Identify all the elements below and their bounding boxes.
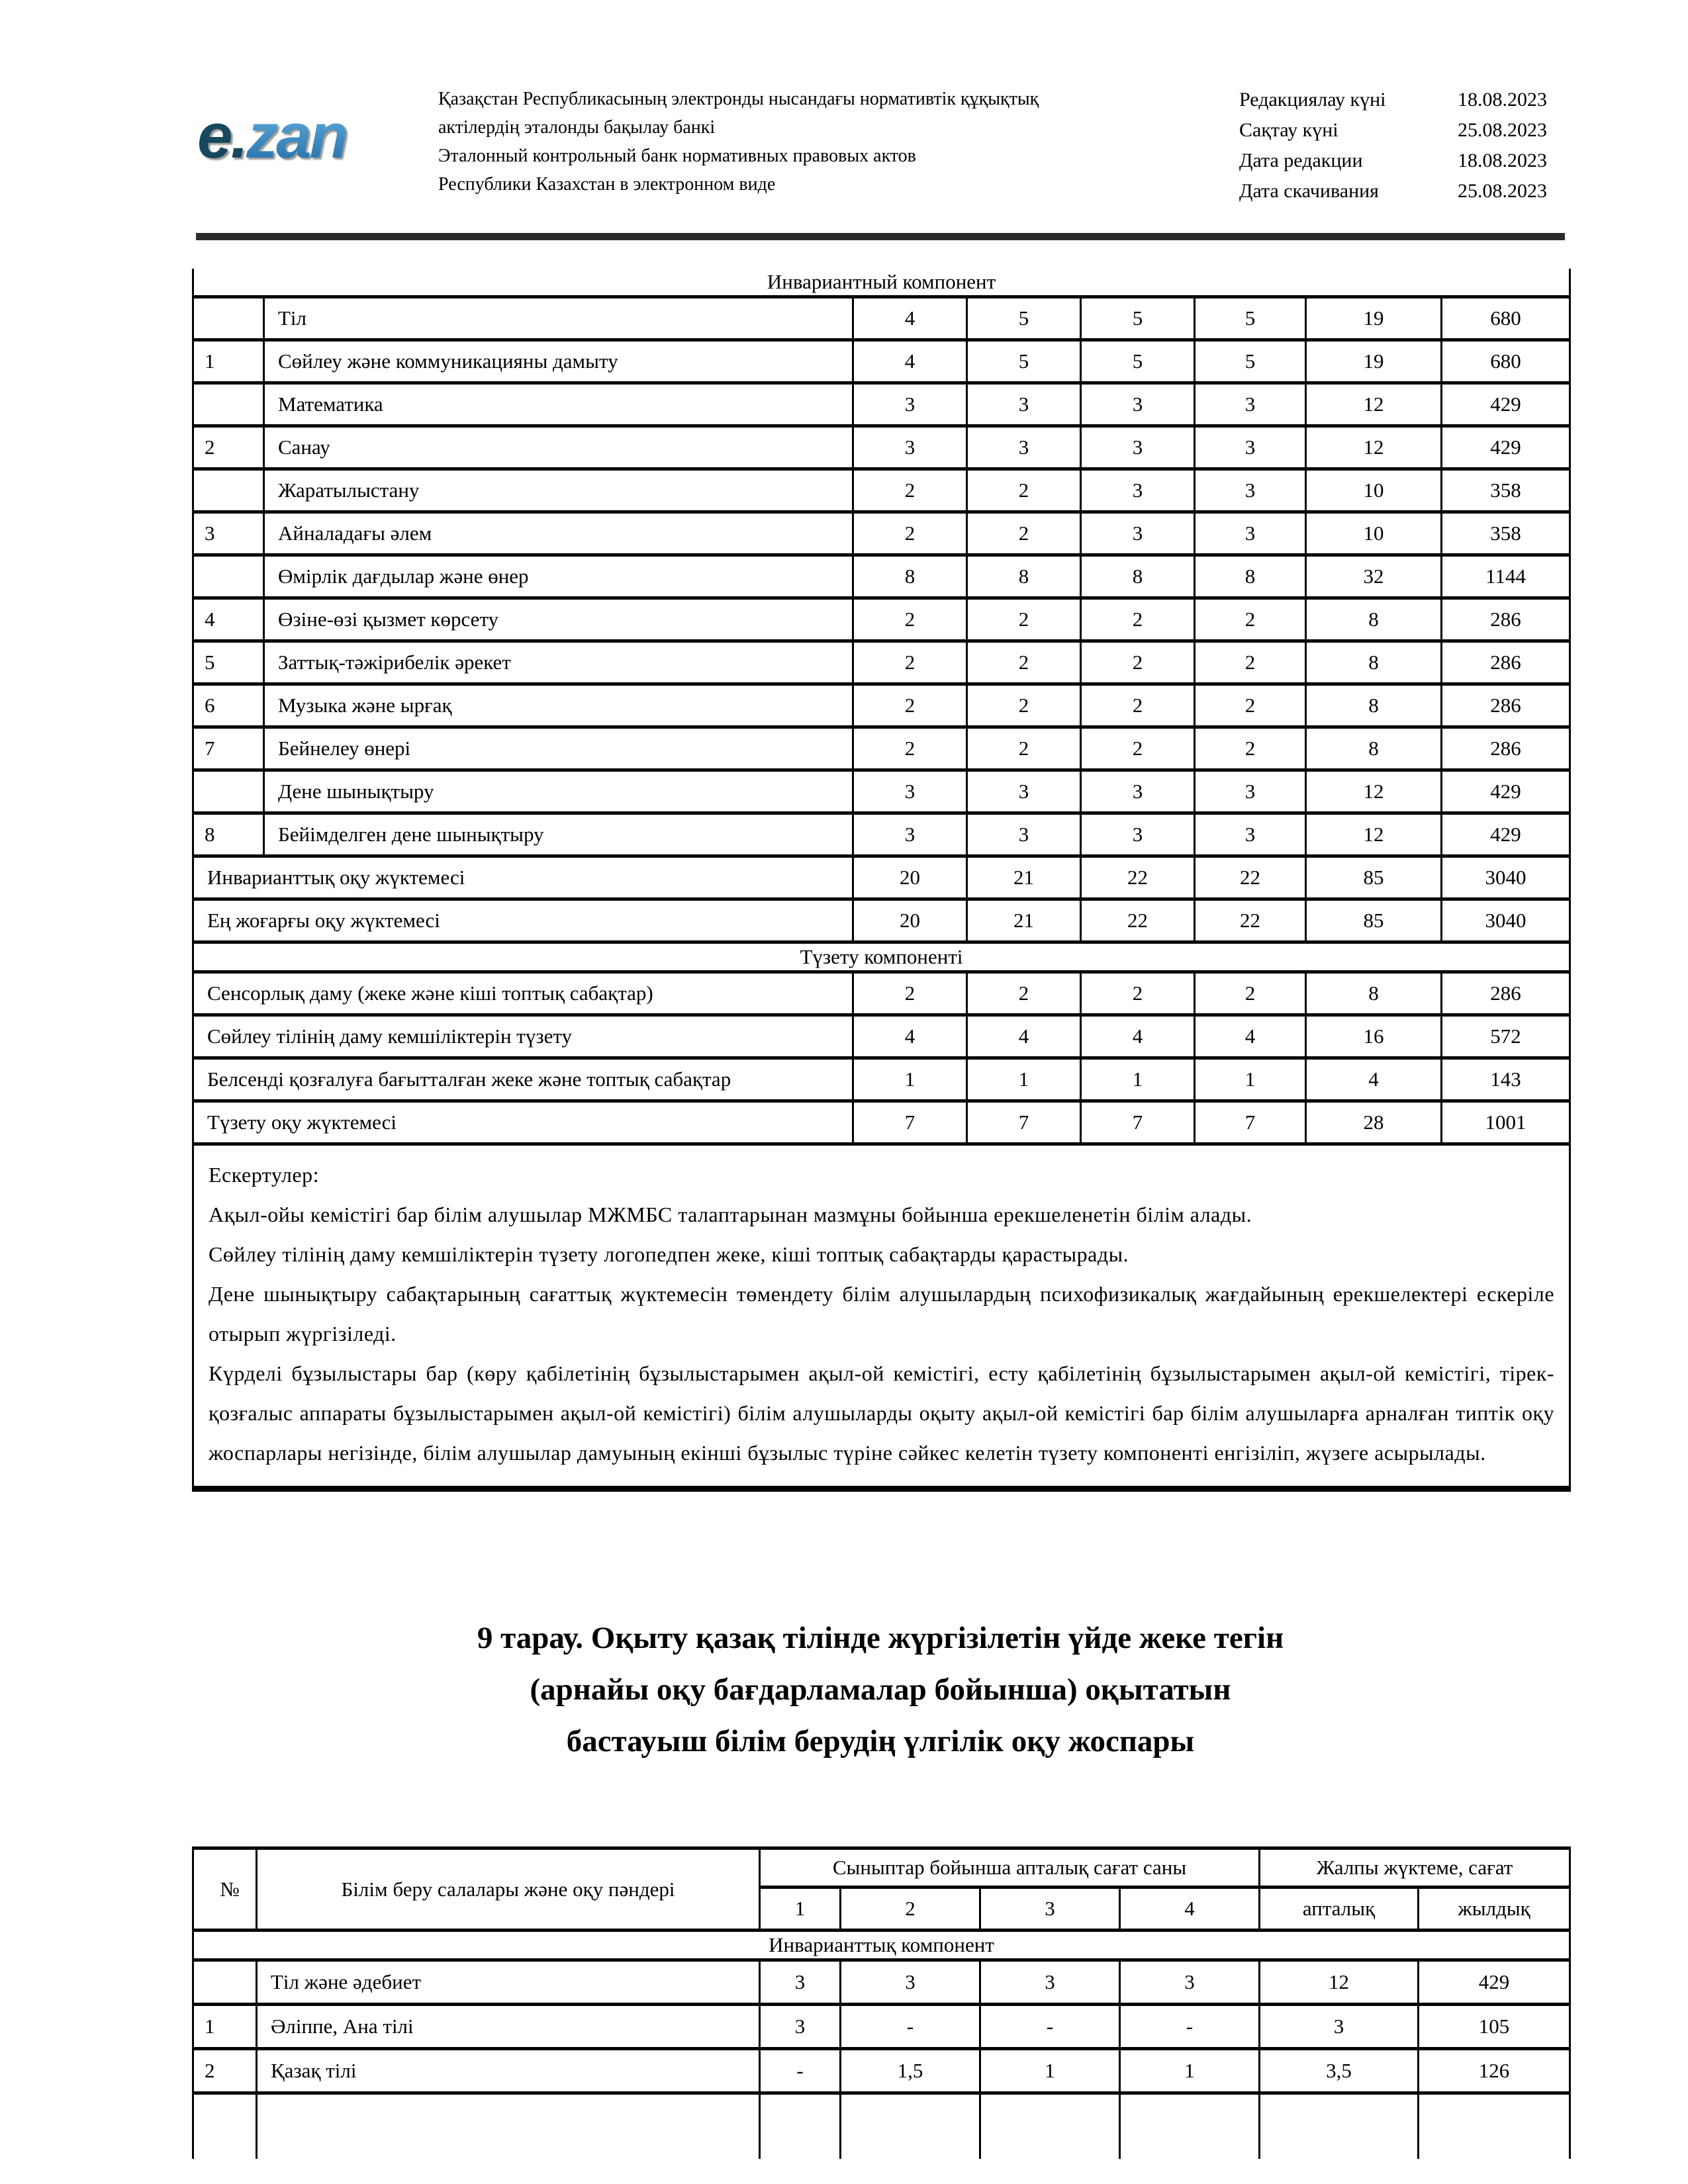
value-cell: 3 [853,770,967,813]
section-header-row [193,1931,1570,1960]
logo-zan-part: zan [246,101,347,171]
value-cell: 3 [1195,469,1306,512]
row-number-cell: 1 [193,2005,257,2049]
table-row [193,684,1570,727]
subject-cell: Тіл [264,297,853,340]
table-row [193,555,1570,598]
value-cell: 3 [1081,770,1195,813]
value-cell: 3 [980,1960,1120,2005]
heading-line: бастауыш білім берудің үлгілік оқу жоспары [566,1724,1195,1758]
empty-cell [1120,2093,1260,2160]
yearly-total-cell: 429 [1442,813,1570,856]
org-description [438,85,1219,199]
value-cell: 1 [1081,1058,1195,1101]
yearly-total-cell: 358 [1442,512,1570,555]
value-cell: 3 [1081,383,1195,426]
summary-label-cell: Инварианттық оқу жүктемесі [193,856,853,899]
value-cell: 2 [853,512,967,555]
row-number-cell: 8 [193,813,264,856]
value-cell: 8 [853,555,967,598]
date-label: Сақтау күні [1239,119,1338,141]
col-header-classes-span: Сыныптар бойынша апталық сағат саны [760,1848,1260,1888]
value-cell: 3 [1195,383,1306,426]
yearly-total-cell: 1001 [1442,1101,1570,1144]
value-cell: 8 [1081,555,1195,598]
subject-cell: Сөйлеу және коммуникацияны дамыту [264,340,853,383]
subject-cell: Бейнелеу өнері [264,727,853,770]
value-cell: 21 [967,856,1081,899]
date-row [1239,115,1570,146]
weekly-total-cell: 28 [1306,1101,1442,1144]
weekly-total-cell: 85 [1306,856,1442,899]
summary-row [193,1101,1570,1144]
subject-cell: Заттық-тәжірибелік әрекет [264,641,853,684]
summary-row [193,856,1570,899]
value-cell: 2 [1195,972,1306,1015]
logo-e-part: e. [197,101,247,171]
empty-cell [1260,2093,1419,2160]
value-cell: 5 [1081,340,1195,383]
yearly-total-cell: 680 [1442,297,1570,340]
subject-cell: Санау [264,426,853,469]
value-cell: 3 [1195,813,1306,856]
table-row [193,426,1570,469]
value-cell: 2 [1081,641,1195,684]
value-cell: 3 [1120,1960,1260,2005]
yearly-total-cell: 572 [1442,1015,1570,1058]
date-label: Редакциялау күні [1239,89,1386,111]
date-label: Дата редакции [1239,150,1363,171]
table-row [193,2005,1570,2049]
yearly-total-cell: 126 [1419,2049,1570,2093]
col-header-number: № [193,1848,257,1931]
value-cell: 1 [853,1058,967,1101]
org-line: Эталонный контрольный банк нормативных правовых актов [438,146,916,166]
summary-row [193,899,1570,942]
value-cell: 22 [1081,899,1195,942]
table-row [193,469,1570,512]
notes-cell [193,1144,1570,1489]
value-cell: - [980,2005,1120,2049]
note-paragraph: Дене шынықтыру сабақтарының сағаттық жүктемесін төмендету білім алушылардың психофизикалық жағдайының ерекшелектері ескеріле отырып жүргізіледі. [209,1282,1555,1345]
curriculum-table-chapter9 [192,1846,1571,2159]
value-cell: 8 [1195,555,1306,598]
chapter-heading [192,1612,1569,1767]
yearly-total-cell: 286 [1442,972,1570,1015]
table2-header-row-1 [193,1848,1570,1888]
value-cell: 3 [967,770,1081,813]
weekly-total-cell: 8 [1306,972,1442,1015]
value-cell: 20 [853,899,967,942]
weekly-total-cell: 16 [1306,1015,1442,1058]
empty-cell [257,2093,760,2160]
value-cell: 1 [1195,1058,1306,1101]
value-cell: 3 [1195,512,1306,555]
date-value: 25.08.2023 [1458,119,1547,141]
row-number-cell: 2 [193,426,264,469]
col-header-class-1: 1 [760,1888,841,1931]
yearly-total-cell: 286 [1442,641,1570,684]
row-number-cell [193,297,264,340]
value-cell: 5 [1195,297,1306,340]
section-header-invariant-2: Инварианттық компонент [193,1931,1570,1960]
value-cell: 3 [760,2005,841,2049]
summary-row [193,972,1570,1015]
col-header-class-2: 2 [841,1888,980,1931]
value-cell: 3 [1195,770,1306,813]
notes-title: Ескертулер: [209,1163,319,1187]
value-cell: 7 [853,1101,967,1144]
table-row [193,1960,1570,2005]
weekly-total-cell: 19 [1306,297,1442,340]
weekly-total-cell: 85 [1306,899,1442,942]
value-cell: 2 [853,684,967,727]
value-cell: 5 [967,340,1081,383]
row-number-cell: 5 [193,641,264,684]
yearly-total-cell: 1144 [1442,555,1570,598]
value-cell: 2 [967,512,1081,555]
date-row [1239,85,1570,115]
value-cell: 4 [967,1015,1081,1058]
yearly-total-cell: 429 [1442,770,1570,813]
value-cell: 4 [1195,1015,1306,1058]
yearly-total-cell: 358 [1442,469,1570,512]
summary-label-cell: Түзету оқу жүктемесі [193,1101,853,1144]
value-cell: 5 [1195,340,1306,383]
value-cell: 3 [1081,469,1195,512]
value-cell: 2 [967,727,1081,770]
subject-cell: Өзіне-өзі қызмет көрсету [264,598,853,641]
weekly-total-cell: 10 [1306,469,1442,512]
notes-row [193,1144,1570,1489]
value-cell: 3 [1195,426,1306,469]
col-header-class-3: 3 [980,1888,1120,1931]
value-cell: 2 [967,598,1081,641]
value-cell: 2 [1081,972,1195,1015]
yearly-total-cell: 3040 [1442,899,1570,942]
subject-cell: Тіл және әдебиет [257,1960,760,2005]
empty-cell [1419,2093,1570,2160]
heading-line: 9 тарау. Оқыту қазақ тілінде жүргізілетін үйде жеке тегін [477,1621,1284,1655]
section-header-correction: Түзету компоненті [193,942,1570,972]
row-number-cell [193,469,264,512]
subject-cell: Әліппе, Ана тілі [257,2005,760,2049]
value-cell: 3 [853,813,967,856]
date-value: 18.08.2023 [1458,150,1547,171]
yearly-total-cell: 3040 [1442,856,1570,899]
subject-cell: Дене шынықтыру [264,770,853,813]
note-paragraph: Ақыл-ойы кемістігі бар білім алушылар МЖМБС талаптарынан мазмұны бойынша ерекшеленетін білім алады. [209,1203,1252,1226]
yearly-total-cell: 429 [1442,426,1570,469]
org-line: актілердің эталонды бақылау банкі [438,117,716,138]
col-header-yearly: жылдық [1419,1888,1570,1931]
section-header-row [193,269,1570,297]
date-value: 18.08.2023 [1458,89,1547,111]
summary-label-cell: Сенсорлық даму (жеке және кіші топтық сабақтар) [193,972,853,1015]
date-row [1239,146,1570,176]
summary-label-cell: Белсенді қозғалуға бағытталған жеке және топтық сабақтар [193,1058,853,1101]
table-row [193,2049,1570,2093]
ezan-logo [197,101,347,171]
subject-cell: Музыка және ырғақ [264,684,853,727]
weekly-total-cell: 12 [1306,383,1442,426]
value-cell: 2 [967,684,1081,727]
value-cell: 3 [967,383,1081,426]
value-cell: 3 [853,383,967,426]
table-row [193,770,1570,813]
subject-cell: Математика [264,383,853,426]
row-number-cell: 4 [193,598,264,641]
weekly-total-cell: 12 [1306,813,1442,856]
value-cell: 2 [1195,598,1306,641]
value-cell: - [1120,2005,1260,2049]
value-cell: 3 [760,1960,841,2005]
weekly-total-cell: 4 [1306,1058,1442,1101]
weekly-total-cell: 32 [1306,555,1442,598]
table-row [193,512,1570,555]
row-number-cell: 6 [193,684,264,727]
value-cell: 2 [967,469,1081,512]
col-header-total-span: Жалпы жүктеме, сағат [1260,1848,1570,1888]
empty-cell [760,2093,841,2160]
org-line: Республики Казахстан в электронном виде [438,174,776,195]
value-cell: 1 [967,1058,1081,1101]
weekly-total-cell: 3,5 [1260,2049,1419,2093]
value-cell: 3 [1081,813,1195,856]
row-number-cell [193,555,264,598]
table-row [193,340,1570,383]
value-cell: - [760,2049,841,2093]
row-number-cell: 7 [193,727,264,770]
value-cell: 2 [1195,641,1306,684]
col-header-weekly: апталық [1260,1888,1419,1931]
weekly-total-cell: 12 [1260,1960,1419,2005]
row-number-cell [193,1960,257,2005]
value-cell: 2 [853,641,967,684]
weekly-total-cell: 8 [1306,684,1442,727]
value-cell: 7 [967,1101,1081,1144]
weekly-total-cell: 8 [1306,727,1442,770]
yearly-total-cell: 286 [1442,598,1570,641]
section-header-row [193,942,1570,972]
table-row [193,727,1570,770]
subject-cell: Қазақ тілі [257,2049,760,2093]
dates-block [1239,85,1570,206]
note-paragraph: Сөйлеу тілінің даму кемшіліктерін түзету логопедпен жеке, кіші топтық сабақтарды қарастырады. [209,1242,1129,1266]
yearly-total-cell: 143 [1442,1058,1570,1101]
col-header-subject: Білім беру салалары және оқу пәндері [257,1848,760,1931]
subject-cell: Айналадағы әлем [264,512,853,555]
value-cell: 2 [967,972,1081,1015]
col-header-class-4: 4 [1120,1888,1260,1931]
empty-cell [193,2093,257,2160]
partial-cutoff-row [193,2093,1570,2160]
yearly-total-cell: 429 [1442,383,1570,426]
row-number-cell: 3 [193,512,264,555]
weekly-total-cell: 8 [1306,598,1442,641]
value-cell: 4 [853,297,967,340]
row-number-cell [193,770,264,813]
yearly-total-cell: 286 [1442,684,1570,727]
yearly-total-cell: 680 [1442,340,1570,383]
table-row [193,641,1570,684]
weekly-total-cell: 8 [1306,641,1442,684]
value-cell: 21 [967,899,1081,942]
value-cell: 2 [853,598,967,641]
yearly-total-cell: 286 [1442,727,1570,770]
subject-cell: Жаратылыстану [264,469,853,512]
date-value: 25.08.2023 [1458,180,1547,202]
value-cell: 1 [980,2049,1120,2093]
heading-line: (арнайы оқу бағдарламалар бойынша) оқытатын [530,1672,1231,1707]
value-cell: 5 [1081,297,1195,340]
value-cell: 20 [853,856,967,899]
row-number-cell: 1 [193,340,264,383]
value-cell: 7 [1195,1101,1306,1144]
row-number-cell [193,383,264,426]
curriculum-table-invariant [192,269,1571,1492]
value-cell: 2 [1195,684,1306,727]
date-label: Дата скачивания [1239,180,1379,202]
weekly-total-cell: 12 [1306,426,1442,469]
value-cell: 2 [1081,598,1195,641]
value-cell: 3 [853,426,967,469]
summary-row [193,1058,1570,1101]
table-row [193,598,1570,641]
value-cell: 2 [967,641,1081,684]
value-cell: 3 [967,426,1081,469]
value-cell: 4 [1081,1015,1195,1058]
weekly-total-cell: 19 [1306,340,1442,383]
value-cell: 2 [853,469,967,512]
value-cell: 2 [1081,727,1195,770]
value-cell: 22 [1195,856,1306,899]
value-cell: - [841,2005,980,2049]
notes-text [209,1155,1554,1473]
row-number-cell: 2 [193,2049,257,2093]
value-cell: 4 [853,340,967,383]
summary-label-cell: Сөйлеу тілінің даму кемшіліктерін түзету [193,1015,853,1058]
value-cell: 2 [1195,727,1306,770]
value-cell: 22 [1081,856,1195,899]
value-cell: 22 [1195,899,1306,942]
subject-cell: Өмірлік дағдылар және өнер [264,555,853,598]
empty-cell [980,2093,1120,2160]
note-paragraph: Күрделі бұзылыстары бар (көру қабілетінің бұзылыстарымен ақыл-ой кемістігі, есту қабілетінің бұзылыстарымен ақыл-ой кемістігі, тірек-қозғалыс аппараты бұзылыстарымен ақыл-ой кемістігі) білім алушыларды оқыту ақыл-ой кемістігі бар білім алушыларға арналған типтік оқу жоспарлары негізінде, білім алушылар дамуының екінші бұзылыс түріне сәйкес келетін түзету компоненті енгізіліп, жүзеге асырылады. [209,1361,1555,1465]
value-cell: 3 [841,1960,980,2005]
table-row [193,383,1570,426]
subject-cell: Бейімделген дене шынықтыру [264,813,853,856]
summary-row [193,1015,1570,1058]
org-line: Қазақстан Республикасының электронды нысандағы нормативтік құқықтық [438,89,1039,109]
value-cell: 3 [967,813,1081,856]
weekly-total-cell: 10 [1306,512,1442,555]
value-cell: 8 [967,555,1081,598]
value-cell: 3 [1081,512,1195,555]
value-cell: 1 [1120,2049,1260,2093]
value-cell: 2 [853,727,967,770]
value-cell: 4 [853,1015,967,1058]
weekly-total-cell: 3 [1260,2005,1419,2049]
value-cell: 3 [1081,426,1195,469]
value-cell: 2 [853,972,967,1015]
value-cell: 5 [967,297,1081,340]
date-row [1239,176,1570,206]
empty-cell [841,2093,980,2160]
table-row [193,297,1570,340]
yearly-total-cell: 105 [1419,2005,1570,2049]
section-header-invariant: Инвариантный компонент [193,269,1570,297]
value-cell: 2 [1081,684,1195,727]
header-divider-rule [196,233,1565,240]
table-row [193,813,1570,856]
summary-label-cell: Ең жоғарғы оқу жүктемесі [193,899,853,942]
value-cell: 1,5 [841,2049,980,2093]
yearly-total-cell: 429 [1419,1960,1570,2005]
value-cell: 7 [1081,1101,1195,1144]
weekly-total-cell: 12 [1306,770,1442,813]
